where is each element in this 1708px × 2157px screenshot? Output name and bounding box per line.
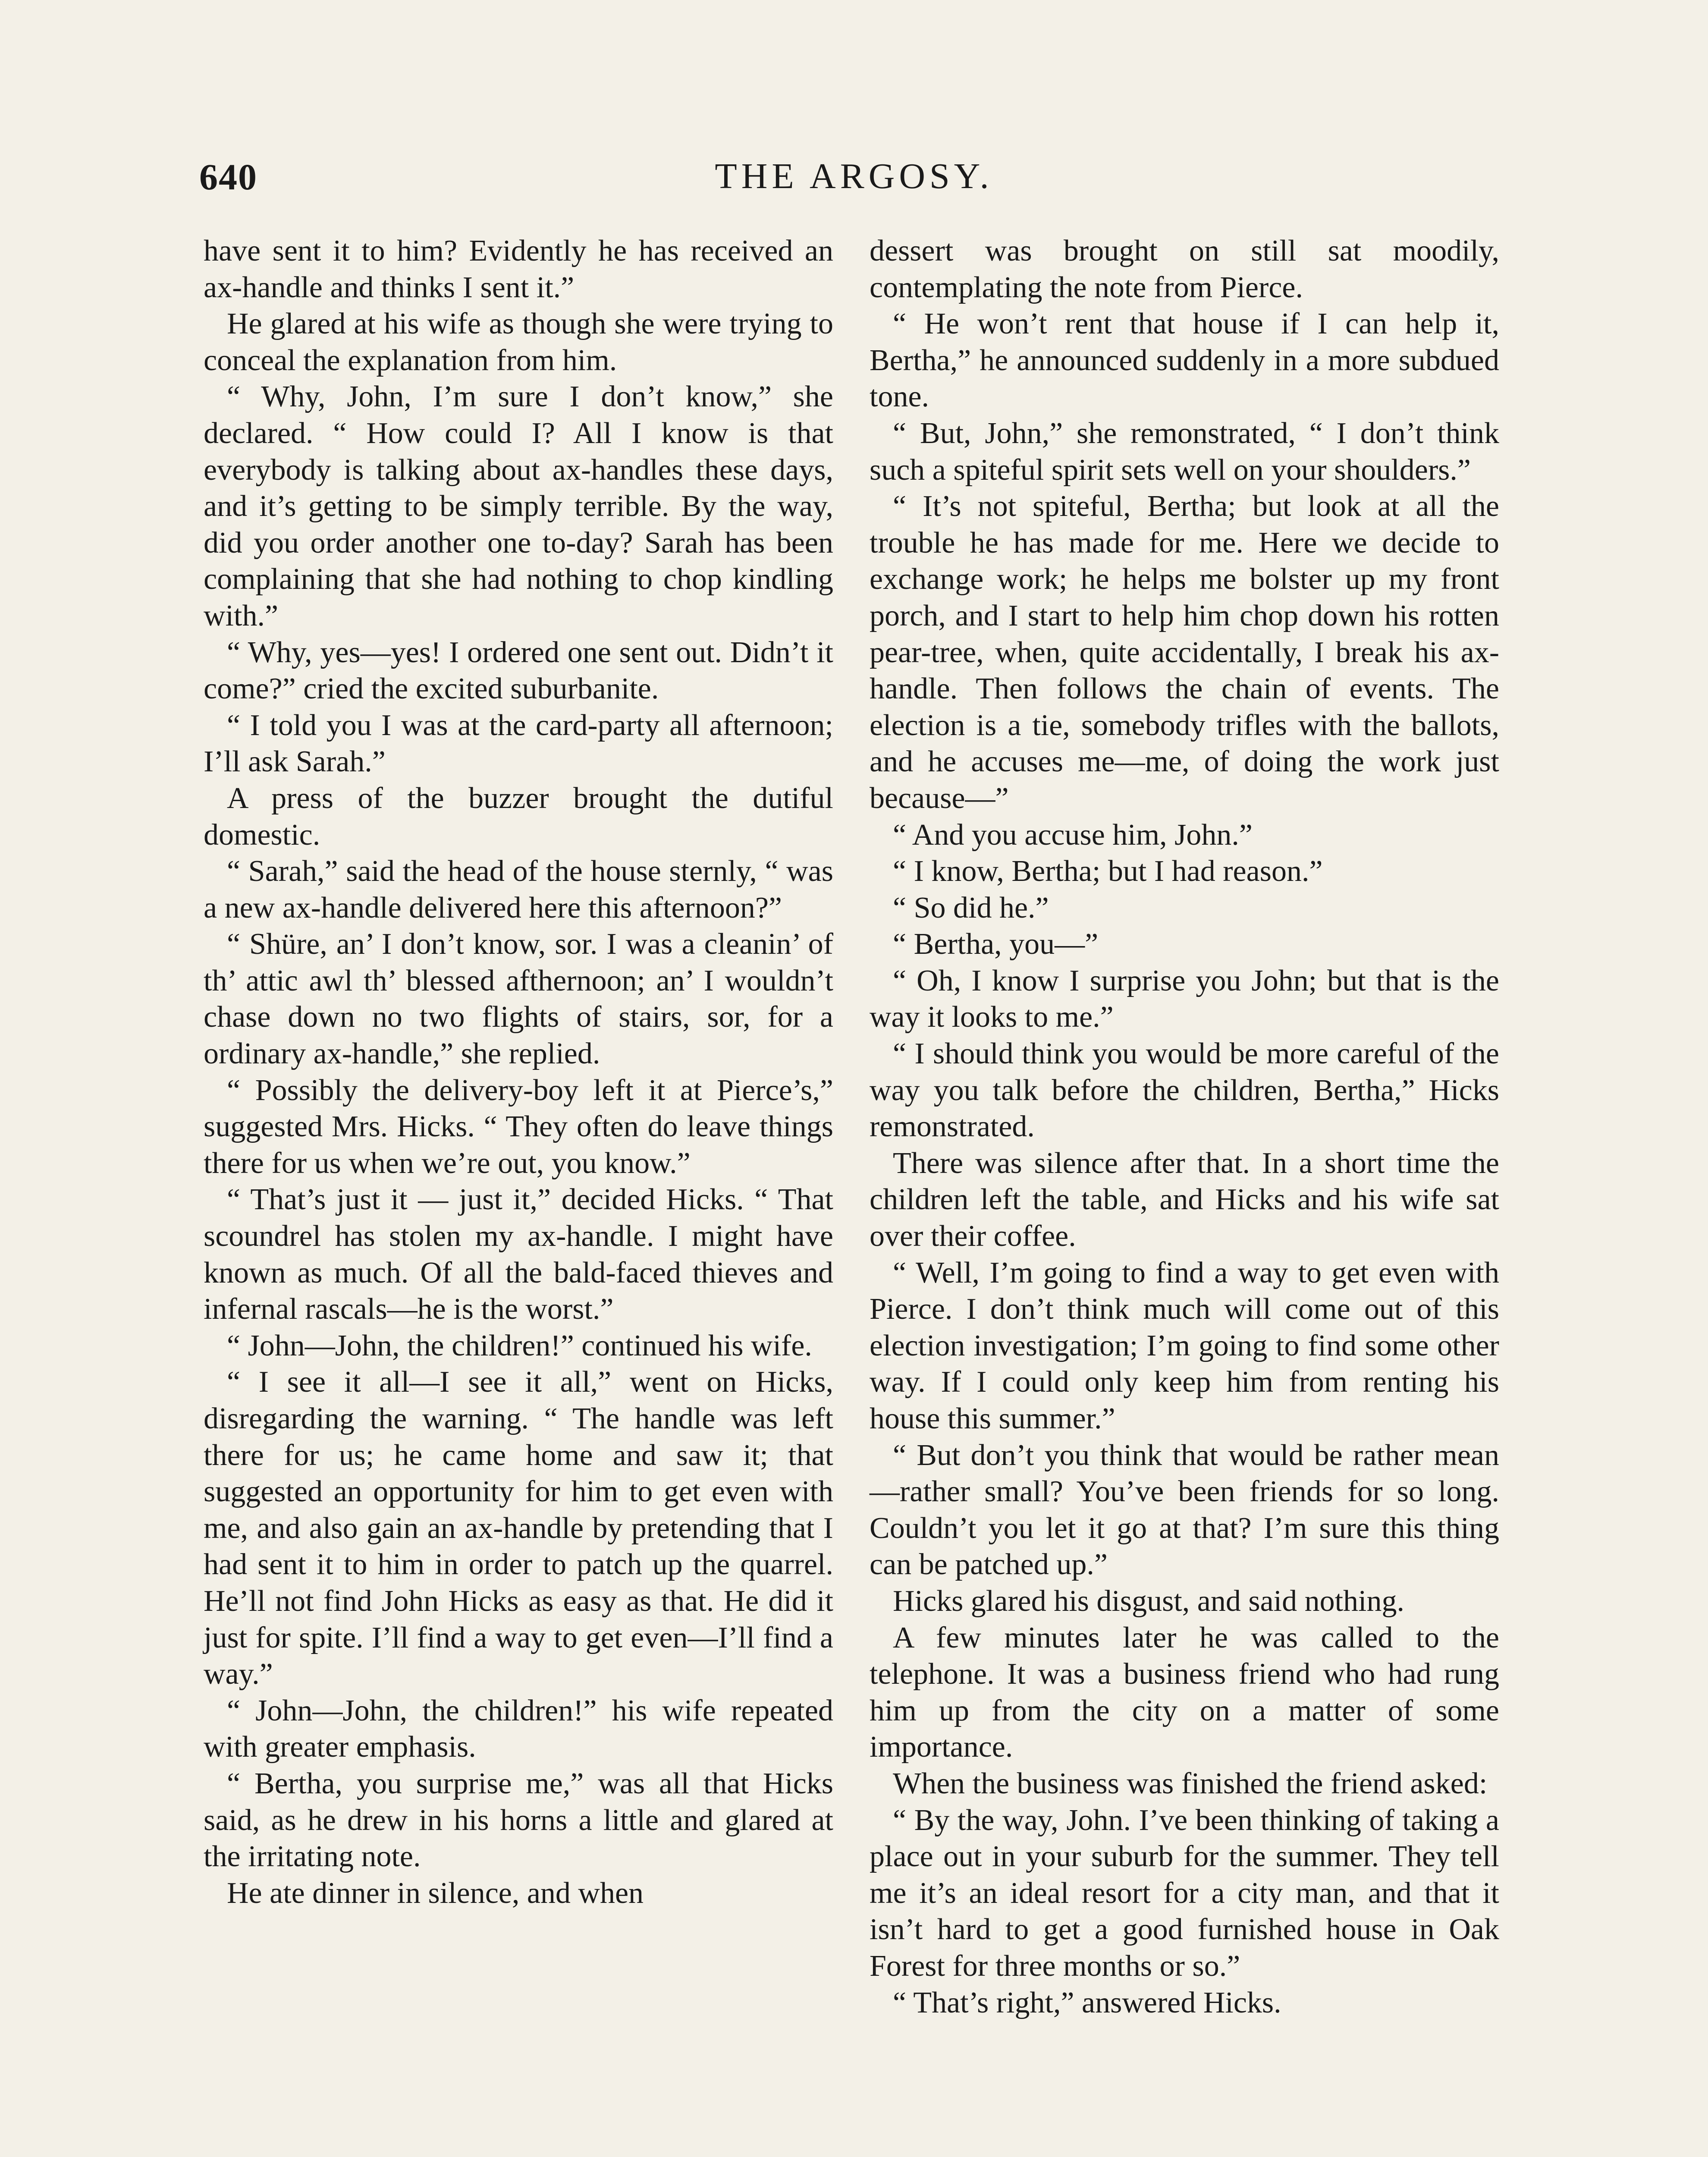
paragraph: A few minutes later he was called to the telephone. It was a business friend who had rung him up from the city on a matter of some importance.: [870, 1621, 1499, 1764]
right-text-column: [870, 233, 1499, 2021]
paragraph: Hicks glared his disgust, and said nothing.: [893, 1584, 1405, 1618]
paragraph: “ Possibly the delivery-boy left it at Pierce’s,” suggested Mrs. Hicks. “ They often do leave things there for us when we’re out, you know.”: [204, 1073, 833, 1180]
paragraph: “ John—John, the children!” continued his wife.: [227, 1329, 812, 1362]
paragraph: “ Why, yes—yes! I ordered one sent out. Didn’t it come?” cried the excited suburbanite.: [204, 635, 833, 706]
paragraph: “ He won’t rent that house if I can help it, Bertha,” he announced suddenly in a more subdued tone.: [870, 307, 1499, 414]
paragraph: There was silence after that. In a short time the children left the table, and Hicks and his wife sat over their coffee.: [870, 1146, 1499, 1253]
paragraph: “ So did he.”: [893, 891, 1049, 924]
paragraph: “ It’s not spiteful, Bertha; but look at all the trouble he has made for me. Here we decide to exchange work; he helps me bolster up my front porch, and I start to help him chop down his rotten pear-tree, when, quite accidentally, I break his ax-handle. Then follows the chain of events. The election is a tie, somebody trifles with the ballots, and he accuses me—me, of doing the work just because—”: [870, 490, 1499, 815]
paragraph: “ John—John, the children!” his wife repeated with greater emphasis.: [204, 1694, 833, 1764]
paragraph: A press of the buzzer brought the dutiful domestic.: [204, 781, 833, 852]
paragraph: “ But, John,” she remonstrated, “ I don’t think such a spiteful spirit sets well on your shoulders.”: [870, 416, 1499, 487]
paragraph: “ But don’t you think that would be rather mean—rather small? You’ve been friends for so long. Couldn’t you let it go at that? I’m sure this thing can be patched up.”: [870, 1438, 1499, 1582]
paragraph: “ By the way, John. I’ve been thinking of taking a place out in your suburb for the summer. They tell me it’s an ideal resort for a city man, and that it isn’t hard to get a good furnished house in Oak Forest for three months or so.”: [870, 1803, 1499, 1983]
running-title: THE ARGOSY.: [715, 156, 993, 196]
paragraph: “ That’s just it — just it,” decided Hicks. “ That scoundrel has stolen my ax-handle. I might have known as much. Of all the bald-faced thieves and infernal rascals—he is the worst.”: [204, 1183, 833, 1326]
paragraph: “ Why, John, I’m sure I don’t know,” she declared. “ How could I? All I know is that everybody is talking about ax-handles these days, and it’s getting to be simply terrible. By the way, did you order another one to-day? Sarah has been complaining that she had nothing to chop kindling with.”: [204, 380, 833, 632]
paragraph: He glared at his wife as though she were trying to conceal the explanation from him.: [204, 307, 833, 377]
paragraph: “ Well, I’m going to find a way to get even with Pierce. I don’t think much will come out of this election investigation; I’m going to find some other way. If I could only keep him from renting his house this summer.”: [870, 1256, 1499, 1435]
paragraph: When the business was finished the friend asked:: [893, 1767, 1488, 1800]
paragraph: “ I should think you would be more careful of the way you talk before the children, Bertha,” Hicks remonstrated.: [870, 1037, 1499, 1144]
paragraph: have sent it to him? Evidently he has received an ax-handle and thinks I sent it.”: [204, 234, 833, 304]
page-header: [0, 155, 1708, 216]
paragraph: “ Shüre, an’ I don’t know, sor. I was a cleanin’ of th’ attic awl th’ blessed afthernoon; an’ I wouldn’t chase down no two flights of stairs, sor, for a ordinary ax-handle,” she replied.: [204, 928, 833, 1071]
paragraph: “ I see it all—I see it all,” went on Hicks, disregarding the warning. “ The handle was left there for us; he came home and saw it; that suggested an opportunity for him to get even with me, and also gain an ax-handle by pretending that I had sent it to him in order to patch up the quarrel. He’ll not find John Hicks as easy as that. He did it just for spite. I’ll find a way to get even—I’ll find a way.”: [204, 1365, 833, 1691]
paragraph: He ate dinner in silence, and when: [227, 1876, 644, 1910]
paragraph: “ And you accuse him, John.”: [893, 818, 1253, 852]
paragraph: “ Oh, I know I surprise you John; but that is the way it looks to me.”: [870, 964, 1499, 1034]
left-text-column: [204, 233, 833, 1912]
paragraph: “ That’s right,” answered Hicks.: [893, 1986, 1281, 2019]
paragraph: “ Bertha, you surprise me,” was all that Hicks said, as he drew in his horns a little and glared at the irritating note.: [204, 1767, 833, 1874]
paragraph: “ I told you I was at the card-party all afternoon; I’ll ask Sarah.”: [204, 708, 833, 779]
paragraph: “ I know, Bertha; but I had reason.”: [893, 855, 1323, 888]
paragraph: “ Sarah,” said the head of the house sternly, “ was a new ax-handle delivered here this afternoon?”: [204, 855, 833, 924]
paragraph: dessert was brought on still sat moodily, contemplating the note from Pierce.: [870, 234, 1499, 304]
page-number: 640: [199, 156, 257, 198]
paragraph: “ Bertha, you—”: [893, 928, 1099, 961]
